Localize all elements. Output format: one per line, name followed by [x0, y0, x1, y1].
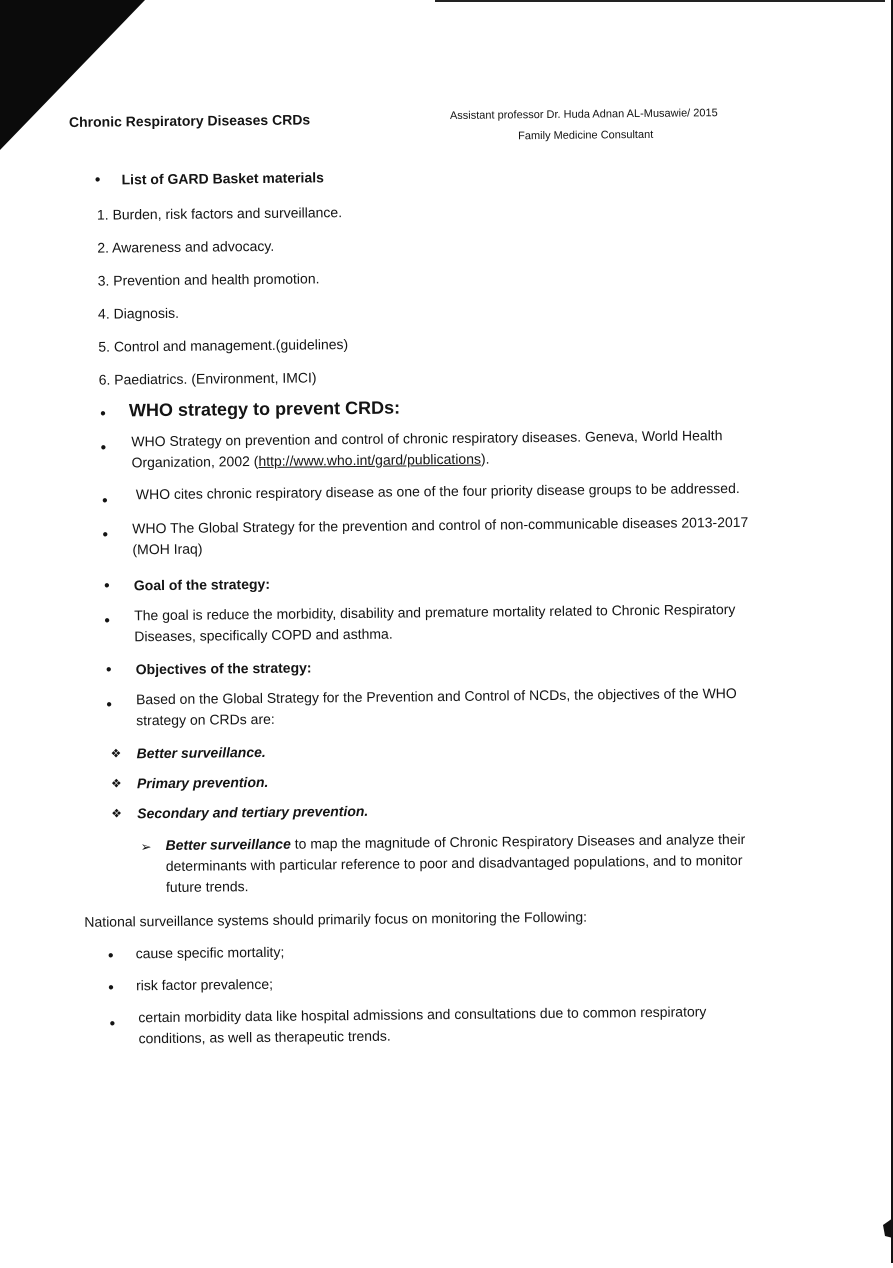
who-item-1-prefix: Organization, 2002 ( — [131, 452, 259, 471]
goal-heading: Goal of the strategy: — [133, 575, 271, 594]
goal-text — [134, 599, 736, 647]
bullet-icon: • — [102, 526, 109, 544]
who-item-3-line2: (MOH Iraq) — [132, 540, 203, 558]
who-item-1-line1: WHO Strategy on prevention and control of chronic respiratory diseases. Geneva, World Health — [131, 427, 723, 450]
national-item-3 — [138, 1001, 706, 1049]
document-title: Chronic Respiratory Diseases CRDs — [68, 111, 311, 130]
national-item-2: risk factor prevalence; — [135, 975, 274, 994]
national-intro: National surveillance systems should primarily focus on monitoring the Following: — [84, 908, 588, 930]
bullet-icon: • — [103, 577, 110, 595]
national-item-3-line2: conditions, as well as therapeutic trends. — [138, 1027, 391, 1047]
diamond-bullet-icon: ❖ — [111, 806, 123, 821]
bullet-icon: • — [107, 947, 114, 965]
gard-item-1: 1. Burden, risk factors and surveillance. — [96, 204, 343, 223]
author-name: Assistant professor Dr. Huda Adnan AL-Musawie/ 2015 — [449, 107, 718, 122]
gard-item-3: 3. Prevention and health promotion. — [97, 270, 320, 289]
goal-line2: Diseases, specifically COPD and asthma. — [134, 625, 393, 645]
bullet-icon: • — [94, 171, 101, 189]
who-item-3 — [132, 512, 748, 560]
bullet-icon: • — [106, 696, 112, 714]
national-item-3-line1: certain morbidity data like hospital admissions and consultations due to common respiratory — [138, 1003, 707, 1026]
who-item-3-line1: WHO The Global Strategy for the prevention and control of non-communicable diseases 2013-2017 — [132, 513, 749, 537]
objectives-text — [136, 683, 737, 731]
gard-item-4: 4. Diagnosis. — [97, 304, 179, 322]
bullet-icon: • — [108, 979, 114, 997]
arrow-bullet-icon: ➢ — [140, 839, 152, 855]
surveillance-line3: future trends. — [165, 878, 249, 895]
diamond-bullet-icon: ❖ — [110, 776, 122, 791]
surveillance-line1-text: to map the magnitude of Chronic Respiratory Diseases and analyze their — [290, 830, 746, 852]
bullet-icon: • — [105, 661, 112, 679]
gard-item-5: 5. Control and management.(guidelines) — [98, 336, 349, 355]
gard-heading: List of GARD Basket materials — [121, 169, 324, 188]
bullet-icon: • — [104, 612, 111, 630]
bullet-icon: • — [100, 405, 106, 423]
bullet-icon: • — [100, 439, 107, 457]
who-item-2: WHO cites chronic respiratory disease as one of the four priority disease groups to be addressed. — [135, 479, 740, 503]
objective-item-3: Secondary and tertiary prevention. — [137, 802, 369, 822]
surveillance-detail — [165, 829, 745, 898]
who-heading: WHO strategy to prevent CRDs: — [128, 397, 401, 421]
goal-line1: The goal is reduce the morbidity, disability and premature mortality related to Chronic Respiratory — [134, 601, 736, 624]
objective-item-2: Primary prevention. — [136, 773, 269, 792]
surveillance-line2: determinants with particular reference to poor and disadvantaged populations, and to monitor — [165, 851, 743, 874]
diamond-bullet-icon: ❖ — [110, 746, 122, 761]
gard-publications-link[interactable]: http://www.who.int/gard/publications — [258, 450, 482, 469]
author-role: Family Medicine Consultant — [518, 128, 654, 143]
objective-item-1: Better surveillance. — [136, 743, 266, 762]
gard-item-2: 2. Awareness and advocacy. — [97, 237, 275, 256]
who-item-1-suffix: ). — [480, 450, 490, 467]
bullet-icon: • — [109, 1015, 116, 1033]
objectives-line1: Based on the Global Strategy for the Prevention and Control of NCDs, the objectives of the WHO — [135, 685, 737, 708]
who-item-1 — [131, 425, 723, 473]
surveillance-term: Better surveillance — [165, 835, 291, 853]
national-item-1: cause specific mortality; — [135, 943, 285, 962]
objectives-line2: strategy on CRDs are: — [136, 710, 275, 729]
bullet-icon: • — [102, 492, 108, 510]
objectives-heading: Objectives of the strategy: — [135, 659, 312, 678]
author-block — [450, 103, 718, 148]
gard-item-6: 6. Paediatrics. (Environment, IMCI) — [98, 369, 317, 388]
